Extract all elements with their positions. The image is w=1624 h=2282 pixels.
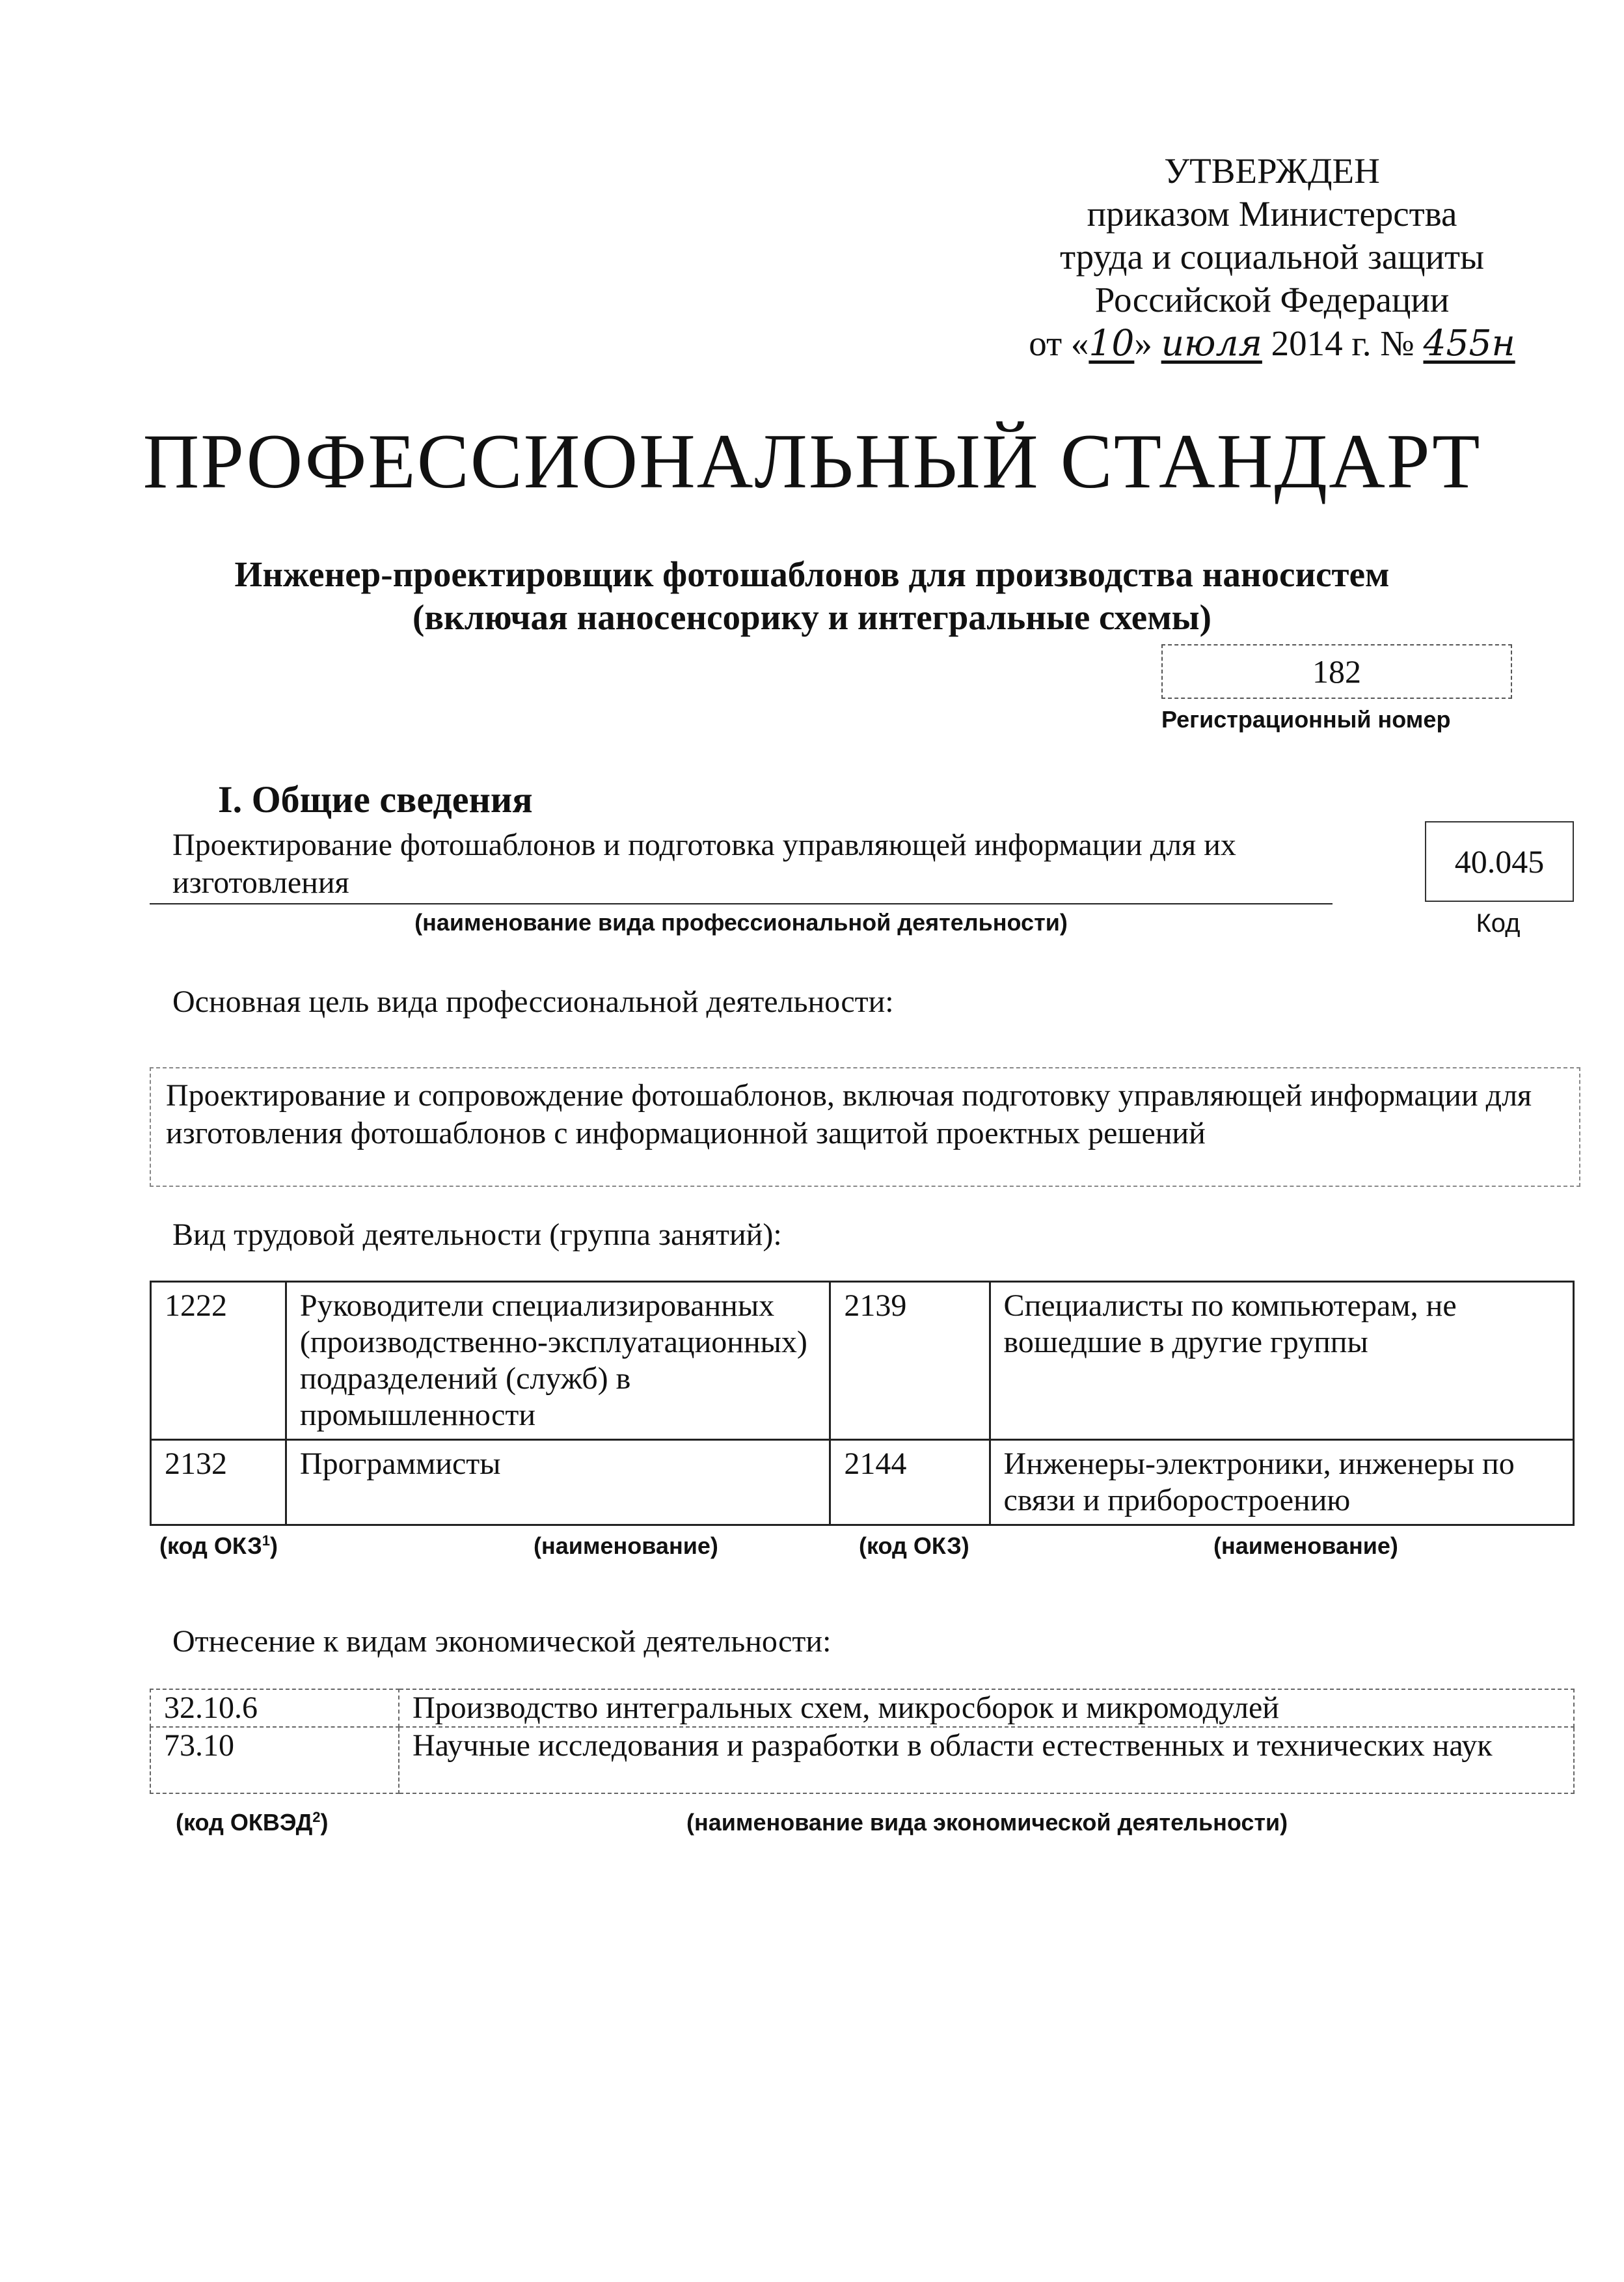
- okz-label: Вид трудовой деятельности (группа занятий):: [172, 1217, 782, 1252]
- date-month: июля: [1161, 322, 1262, 364]
- okz-code-caption-2: (код ОКЗ): [859, 1532, 969, 1559]
- okz-code-caption: (код ОКЗ$^1$): [159, 1532, 278, 1559]
- section-heading: I. Общие сведения: [218, 778, 533, 821]
- date-day: 10: [1089, 322, 1135, 364]
- okved-label: Отнесение к видам экономической деятельности:: [172, 1624, 832, 1659]
- approval-line-3: труда и социальной защиты: [1059, 237, 1485, 277]
- approval-line-1: УТВЕРЖДЕН: [1164, 151, 1380, 191]
- date-year: 2014 г. №: [1271, 323, 1414, 363]
- goal-text: Проектирование и сопровождение фотошаблонов, включая подготовку управляющей информации для изготовления фотошаблонов с информационной защитой проектных решений: [166, 1078, 1532, 1150]
- okved-table: [150, 1689, 1575, 1794]
- table-row: [151, 1440, 1574, 1525]
- approval-block: [937, 150, 1607, 365]
- okved-name-cell: Производство интегральных схем, микросборок и микромодулей: [399, 1689, 1574, 1727]
- okz-table: [150, 1281, 1575, 1526]
- activity-underline: [150, 903, 1333, 904]
- okz-code-cell: 1222: [151, 1282, 286, 1440]
- okved-name-cell: Научные исследования и разработки в области естественных и технических наук: [399, 1727, 1574, 1793]
- okz-name-cell: Руководители специализированных (производственно-эксплуатационных) подразделений (служб) в промышленности: [286, 1282, 830, 1440]
- okved-code-cell: 32.10.6: [150, 1689, 399, 1727]
- standard-name-line-2: (включая наносенсорику и интегральные схемы): [413, 597, 1211, 637]
- activity-name: Проектирование фотошаблонов и подготовка управляющей информации для их изготовления: [172, 828, 1236, 900]
- date-prefix: от «: [1029, 323, 1089, 363]
- okz-name-cell: Инженеры-электроники, инженеры по связи и приборостроению: [990, 1440, 1573, 1525]
- table-row: [150, 1727, 1574, 1793]
- okz-code-cell: 2132: [151, 1440, 286, 1525]
- activity-code-caption: Код: [1476, 909, 1521, 938]
- standard-name: [0, 553, 1624, 639]
- registration-number-box: 182: [1161, 644, 1512, 699]
- approval-line-2: приказом Министерства: [1087, 194, 1457, 234]
- okz-code-cell: 2139: [830, 1282, 990, 1440]
- okved-code-cell: 73.10: [150, 1727, 399, 1793]
- okz-name-caption: (наименование): [534, 1532, 718, 1559]
- order-number: 455н: [1423, 322, 1515, 364]
- table-row: [151, 1282, 1574, 1440]
- okz-code-cell: 2144: [830, 1440, 990, 1525]
- approval-date-line: [937, 321, 1607, 365]
- okz-name-caption-2: (наименование): [1213, 1532, 1398, 1559]
- activity-code-box: 40.045: [1425, 821, 1574, 902]
- okved-code-caption: (код ОКВЭД$^2$): [176, 1809, 329, 1836]
- okz-name-cell: Специалисты по компьютерам, не вошедшие в другие группы: [990, 1282, 1573, 1440]
- date-mid: »: [1134, 323, 1152, 363]
- table-row: [150, 1689, 1574, 1727]
- standard-name-line-1: Инженер-проектировщик фотошаблонов для производства наносистем: [234, 554, 1390, 594]
- goal-label: Основная цель вида профессиональной деятельности:: [172, 985, 894, 1019]
- approval-line-4: Российской Федерации: [1094, 280, 1450, 319]
- okz-name-cell: Программисты: [286, 1440, 830, 1525]
- activity-caption: (наименование вида профессиональной деятельности): [414, 909, 1068, 936]
- okved-name-caption: (наименование вида экономической деятельности): [686, 1809, 1288, 1836]
- registration-number-label: Регистрационный номер: [1161, 706, 1451, 733]
- document-title: ПРОФЕССИОНАЛЬНЫЙ СТАНДАРТ: [142, 418, 1482, 504]
